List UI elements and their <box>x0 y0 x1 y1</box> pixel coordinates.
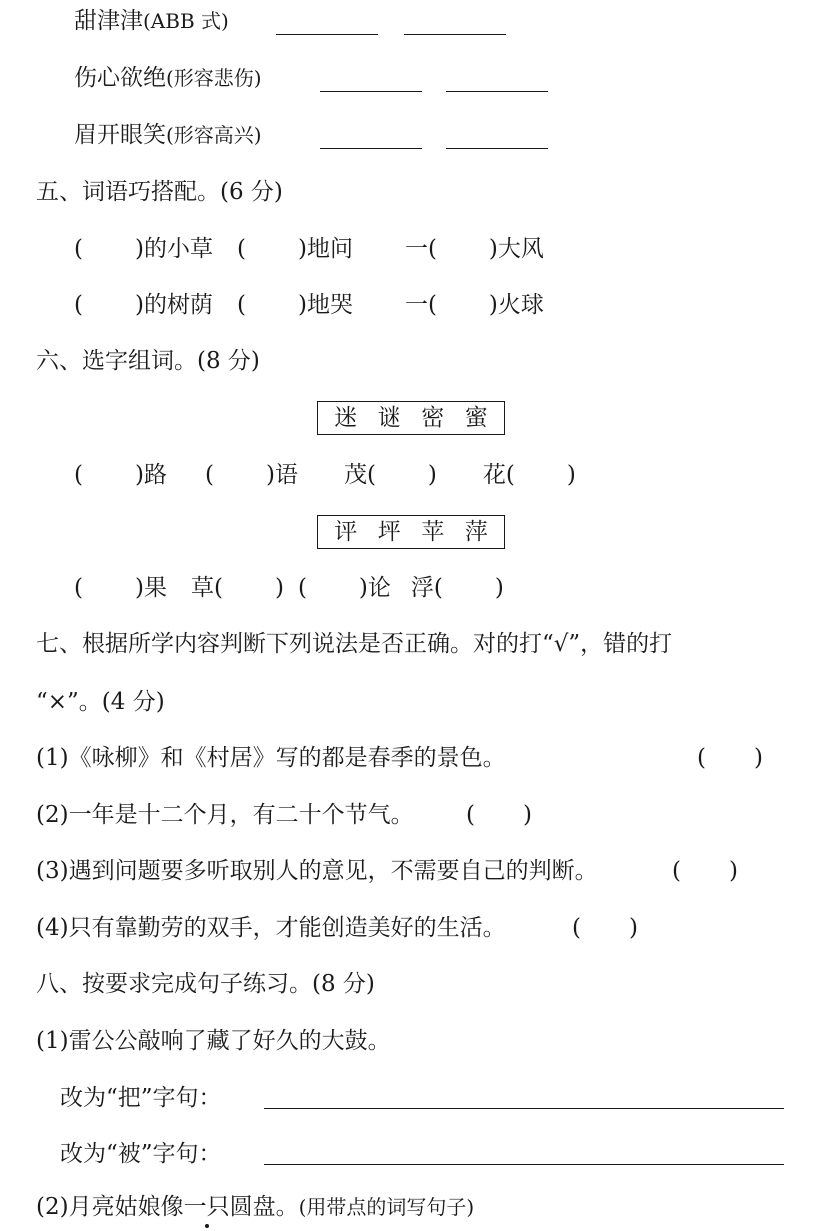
paren-blank[interactable]: ( <box>74 462 83 488</box>
answer-blank[interactable] <box>404 12 506 35</box>
paren-blank[interactable]: ( <box>204 462 214 488</box>
paren-blank[interactable]: ( <box>427 236 437 262</box>
s4-item-2: 伤心欲绝(形容悲伤) <box>74 65 262 91</box>
s7-item-1: (1)《咏柳》和《村居》写的都是春季的景色。 <box>36 745 506 771</box>
judge-paren[interactable]: ( ) <box>672 858 738 884</box>
s4-item-3: 眉开眼笑(形容高兴) <box>74 122 262 148</box>
dotted-word: 一只 <box>183 1194 230 1220</box>
s4-item-1: 甜津津(ABB 式) <box>74 8 229 34</box>
s8-question-1: (1)雷公公敲响了藏了好久的大鼓。 <box>36 1028 391 1054</box>
section-8-title: 八、按要求完成句子练习。(8 分) <box>36 971 375 997</box>
paren-blank[interactable]: ( <box>74 236 83 262</box>
paren-blank[interactable]: ( <box>297 575 307 601</box>
bei-sentence-answer-line[interactable] <box>264 1164 784 1165</box>
judge-paren[interactable]: ( ) <box>697 745 763 771</box>
paren-blank[interactable]: ( <box>433 575 443 601</box>
paren-blank[interactable]: ( <box>427 292 437 318</box>
char-choice-box-1: 迷 谜 密 蜜 <box>317 401 505 435</box>
answer-blank[interactable] <box>276 12 378 35</box>
section-6-title: 六、选字组词。(8 分) <box>36 348 260 374</box>
s7-item-3: (3)遇到问题要多听取别人的意见，不需要自己的判断。 <box>36 858 598 884</box>
paren-blank[interactable]: ( <box>505 462 515 488</box>
section-5-title: 五、词语巧搭配。(6 分) <box>36 179 283 205</box>
section-7-title-line-2: “×”。(4 分) <box>36 689 165 715</box>
judge-paren[interactable]: ( ) <box>572 915 638 941</box>
s8-question-2: (2)月亮姑娘像一只圆盘。(用带点的词写句子) <box>36 1194 475 1220</box>
s5-row-2: ( )的树荫 ( )地哭 一( )火球 <box>74 292 544 318</box>
s7-item-4: (4)只有靠勤劳的双手，才能创造美好的生活。 <box>36 915 506 941</box>
section-7-title-line-1: 七、根据所学内容判断下列说法是否正确。对的打“√”，错的打 <box>36 631 673 657</box>
char-choice-box-2: 评 坪 苹 萍 <box>317 515 505 549</box>
paren-blank[interactable]: ( <box>236 236 246 262</box>
bei-sentence-label: 改为“被”字句： <box>60 1141 222 1167</box>
s6-row-1: ( )路 ( )语 茂( ) 花( ) <box>74 462 576 488</box>
paren-blank[interactable]: ( <box>236 292 246 318</box>
answer-blank[interactable] <box>446 126 548 149</box>
answer-blank[interactable] <box>320 126 422 149</box>
s5-row-1: ( )的小草 ( )地问 一( )大风 <box>74 236 544 262</box>
paren-blank[interactable]: ( <box>213 575 223 601</box>
ba-sentence-answer-line[interactable] <box>264 1108 784 1109</box>
s7-item-2: (2)一年是十二个月，有二十个节气。 <box>36 802 414 828</box>
answer-blank[interactable] <box>446 69 548 92</box>
paren-blank[interactable]: ( <box>366 462 376 488</box>
answer-blank[interactable] <box>320 69 422 92</box>
s6-row-2: ( )果 草( ) ( )论 浮( ) <box>74 575 504 601</box>
judge-paren[interactable]: ( ) <box>466 802 532 828</box>
ba-sentence-label: 改为“把”字句： <box>60 1085 222 1111</box>
paren-blank[interactable]: ( <box>74 292 83 318</box>
paren-blank[interactable]: ( <box>74 575 83 601</box>
